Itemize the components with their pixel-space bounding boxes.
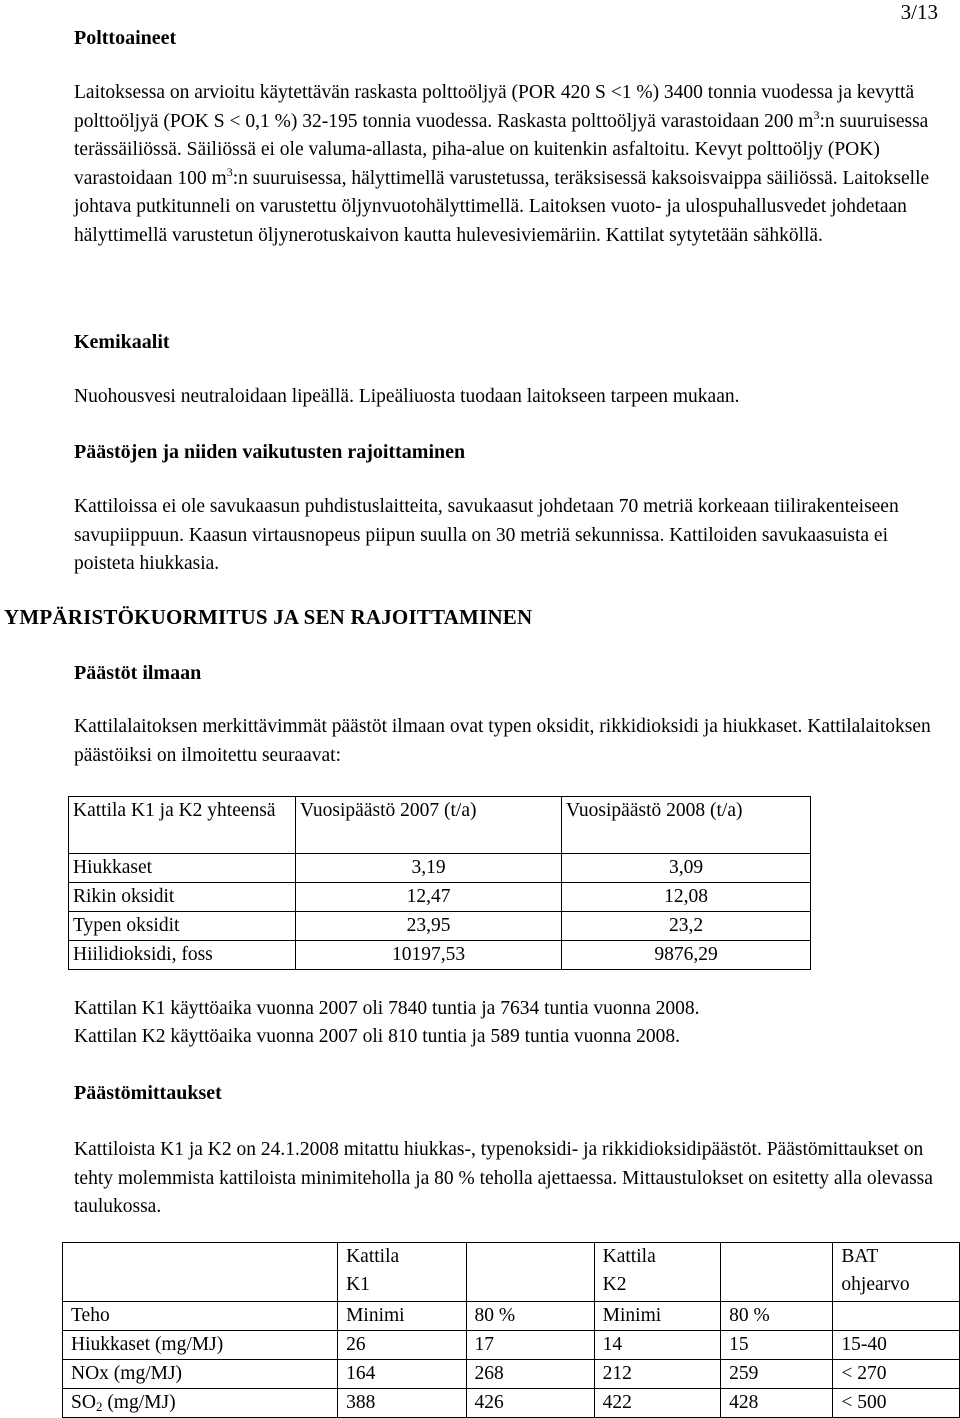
main-heading: YMPÄRISTÖKUORMITUS JA SEN RAJOITTAMINEN: [4, 605, 533, 629]
superscript-3: 3: [813, 107, 820, 122]
table-row: [69, 941, 811, 970]
table-cell: 10197,53: [296, 941, 562, 970]
table-cell: < 500: [833, 1389, 960, 1418]
k2-label-line2: K2: [602, 1274, 627, 1295]
table-cell: Minimi: [594, 1302, 720, 1331]
table-cell: 23,95: [296, 912, 562, 941]
emissions-table: [68, 796, 811, 970]
so2-unit: (mg/MJ): [102, 1392, 176, 1413]
table-cell: 212: [594, 1360, 720, 1389]
table-cell: 3,19: [296, 854, 562, 883]
measurements-table: [62, 1242, 960, 1418]
page-number: 3/13: [900, 0, 938, 24]
heading-measurements: Päästömittaukset: [74, 1082, 222, 1104]
table-cell: 388: [338, 1389, 466, 1418]
heading-chemicals: Kemikaalit: [74, 331, 170, 353]
table-cell: 14: [594, 1331, 720, 1360]
table-cell: 164: [338, 1360, 466, 1389]
bat-label-line1: BAT: [841, 1246, 879, 1267]
table-header-cell: [63, 1243, 338, 1302]
table-row: [63, 1360, 960, 1389]
table-cell: [63, 1389, 338, 1418]
chemicals-paragraph: Nuohousvesi neutraloidaan lipeällä. Lipeäliuosta tuodaan laitokseen tarpeen mukaan.: [74, 386, 740, 407]
table-cell: [833, 1302, 960, 1331]
table-row: [63, 1389, 960, 1418]
usage-k2-text: Kattilan K2 käyttöaika vuonna 2007 oli 810 tuntia ja 589 tuntia vuonna 2008.: [74, 1026, 681, 1047]
table-cell: 422: [594, 1389, 720, 1418]
table-cell: < 270: [833, 1360, 960, 1389]
table-header-cell: [338, 1243, 466, 1302]
bat-label-line2: ohjearvo: [841, 1274, 910, 1295]
air-paragraph: Kattilalaitoksen merkittävimmät päästöt ilmaan ovat typen oksidit, rikkidioksidi ja hiukkaset. Kattilalaitoksen päästöiksi on ilmoitettu seuraavat:: [74, 716, 931, 766]
table-cell: 15: [721, 1331, 833, 1360]
table-cell: 80 %: [466, 1302, 594, 1331]
k1-label-line2: K1: [346, 1274, 370, 1295]
table-header-cell: [721, 1243, 833, 1302]
table-header-cell: [466, 1243, 594, 1302]
table-cell: Typen oksidit: [69, 912, 296, 941]
table-row: [69, 883, 811, 912]
usage-k1-text: Kattilan K1 käyttöaika vuonna 2007 oli 7840 tuntia ja 7634 tuntia vuonna 2008.: [74, 998, 700, 1019]
table-row: [63, 1331, 960, 1360]
table-cell: Teho: [63, 1302, 338, 1331]
table-row: [69, 854, 811, 883]
table-cell: 428: [721, 1389, 833, 1418]
table-cell: 12,47: [296, 883, 562, 912]
table-cell: Hiilidioksidi, foss: [69, 941, 296, 970]
table-cell: 15-40: [833, 1331, 960, 1360]
table-cell: Minimi: [338, 1302, 466, 1331]
superscript-3: 3: [226, 164, 233, 179]
table-cell: 12,08: [562, 883, 811, 912]
limiting-paragraph: Kattiloissa ei ole savukaasun puhdistuslaitteita, savukaasut johdetaan 70 metriä korkeaan tiilirakenteiseen savupiippuun. Kaasun virtausnopeus piipun suulla on 30 metriä sekunnissa. Kattiloiden savukaasuista ei poisteta hiukkasia.: [74, 496, 899, 574]
table-header-row: [69, 797, 811, 854]
so2-label: SO: [71, 1392, 96, 1413]
fuels-text-part1: Laitoksessa on arvioitu käytettävän raskasta polttoöljyä (POR 420 S <1 %) 3400 tonnia vuodessa ja kevyttä polttoöljyä (POK S < 0,1 %) 32-195 tonnia vuodessa. Raskasta polttoöljyä varastoidaan 200 m: [74, 82, 915, 132]
table-cell: 268: [466, 1360, 594, 1389]
table-row: [69, 912, 811, 941]
table-cell: NOx (mg/MJ): [63, 1360, 338, 1389]
table-header-cell: Vuosipäästö 2007 (t/a): [296, 797, 562, 854]
k1-label-line1: Kattila: [346, 1246, 400, 1267]
table-cell: 426: [466, 1389, 594, 1418]
heading-fuels: Polttoaineet: [74, 27, 177, 49]
heading-limiting: Päästöjen ja niiden vaikutusten rajoittaminen: [74, 441, 466, 463]
table-header-cell: Vuosipäästö 2008 (t/a): [562, 797, 811, 854]
table-header-cell: [594, 1243, 720, 1302]
table-cell: 259: [721, 1360, 833, 1389]
table-header-cell: Kattila K1 ja K2 yhteensä: [69, 797, 296, 854]
heading-air-emissions: Päästöt ilmaan: [74, 662, 202, 684]
table-cell: 80 %: [721, 1302, 833, 1331]
measurements-paragraph: Kattiloista K1 ja K2 on 24.1.2008 mitattu hiukkas-, typenoksidi- ja rikkidioksidipäästöt. Päästömittaukset on tehty molemmista kattiloista minimiteholla ja 80 % teholla ajettaessa. Mittaustulokset on esitetty alla olevassa taulukossa.: [74, 1139, 933, 1217]
table-header-row: [63, 1243, 960, 1302]
table-cell: 3,09: [562, 854, 811, 883]
table-cell: 23,2: [562, 912, 811, 941]
table-cell: Hiukkaset (mg/MJ): [63, 1331, 338, 1360]
fuels-paragraph: [74, 79, 944, 250]
table-cell: Hiukkaset: [69, 854, 296, 883]
fuels-text-part2: :n suuruisessa terässäiliössä. Säiliössä ei ole valuma-allasta, piha-alue on kuitenkin asfaltoitu. Kevyt polttoöljy (POK) varastoidaan 100 m: [74, 110, 929, 189]
table-cell: 17: [466, 1331, 594, 1360]
table-cell: 9876,29: [562, 941, 811, 970]
fuels-text-part3: :n suuruisessa, hälyttimellä varustetussa, teräksisessä kaksoisvaippa säiliössä. Laitokselle johtava putkitunneli on varustettu öljynvuotohälyttimellä. Laitoksen vuoto- ja ulospuhallusvedet johdetaan hälyttimellä varustetun öljynerotuskaivon kautta hulevesiviemäriin. Kattilat sytytetään sähköllä.: [74, 167, 930, 246]
k2-label-line1: Kattila: [602, 1246, 656, 1267]
table-header-cell: [833, 1243, 960, 1302]
so2-subscript: 2: [95, 1399, 103, 1414]
table-row: [63, 1302, 960, 1331]
table-cell: 26: [338, 1331, 466, 1360]
table-cell: Rikin oksidit: [69, 883, 296, 912]
